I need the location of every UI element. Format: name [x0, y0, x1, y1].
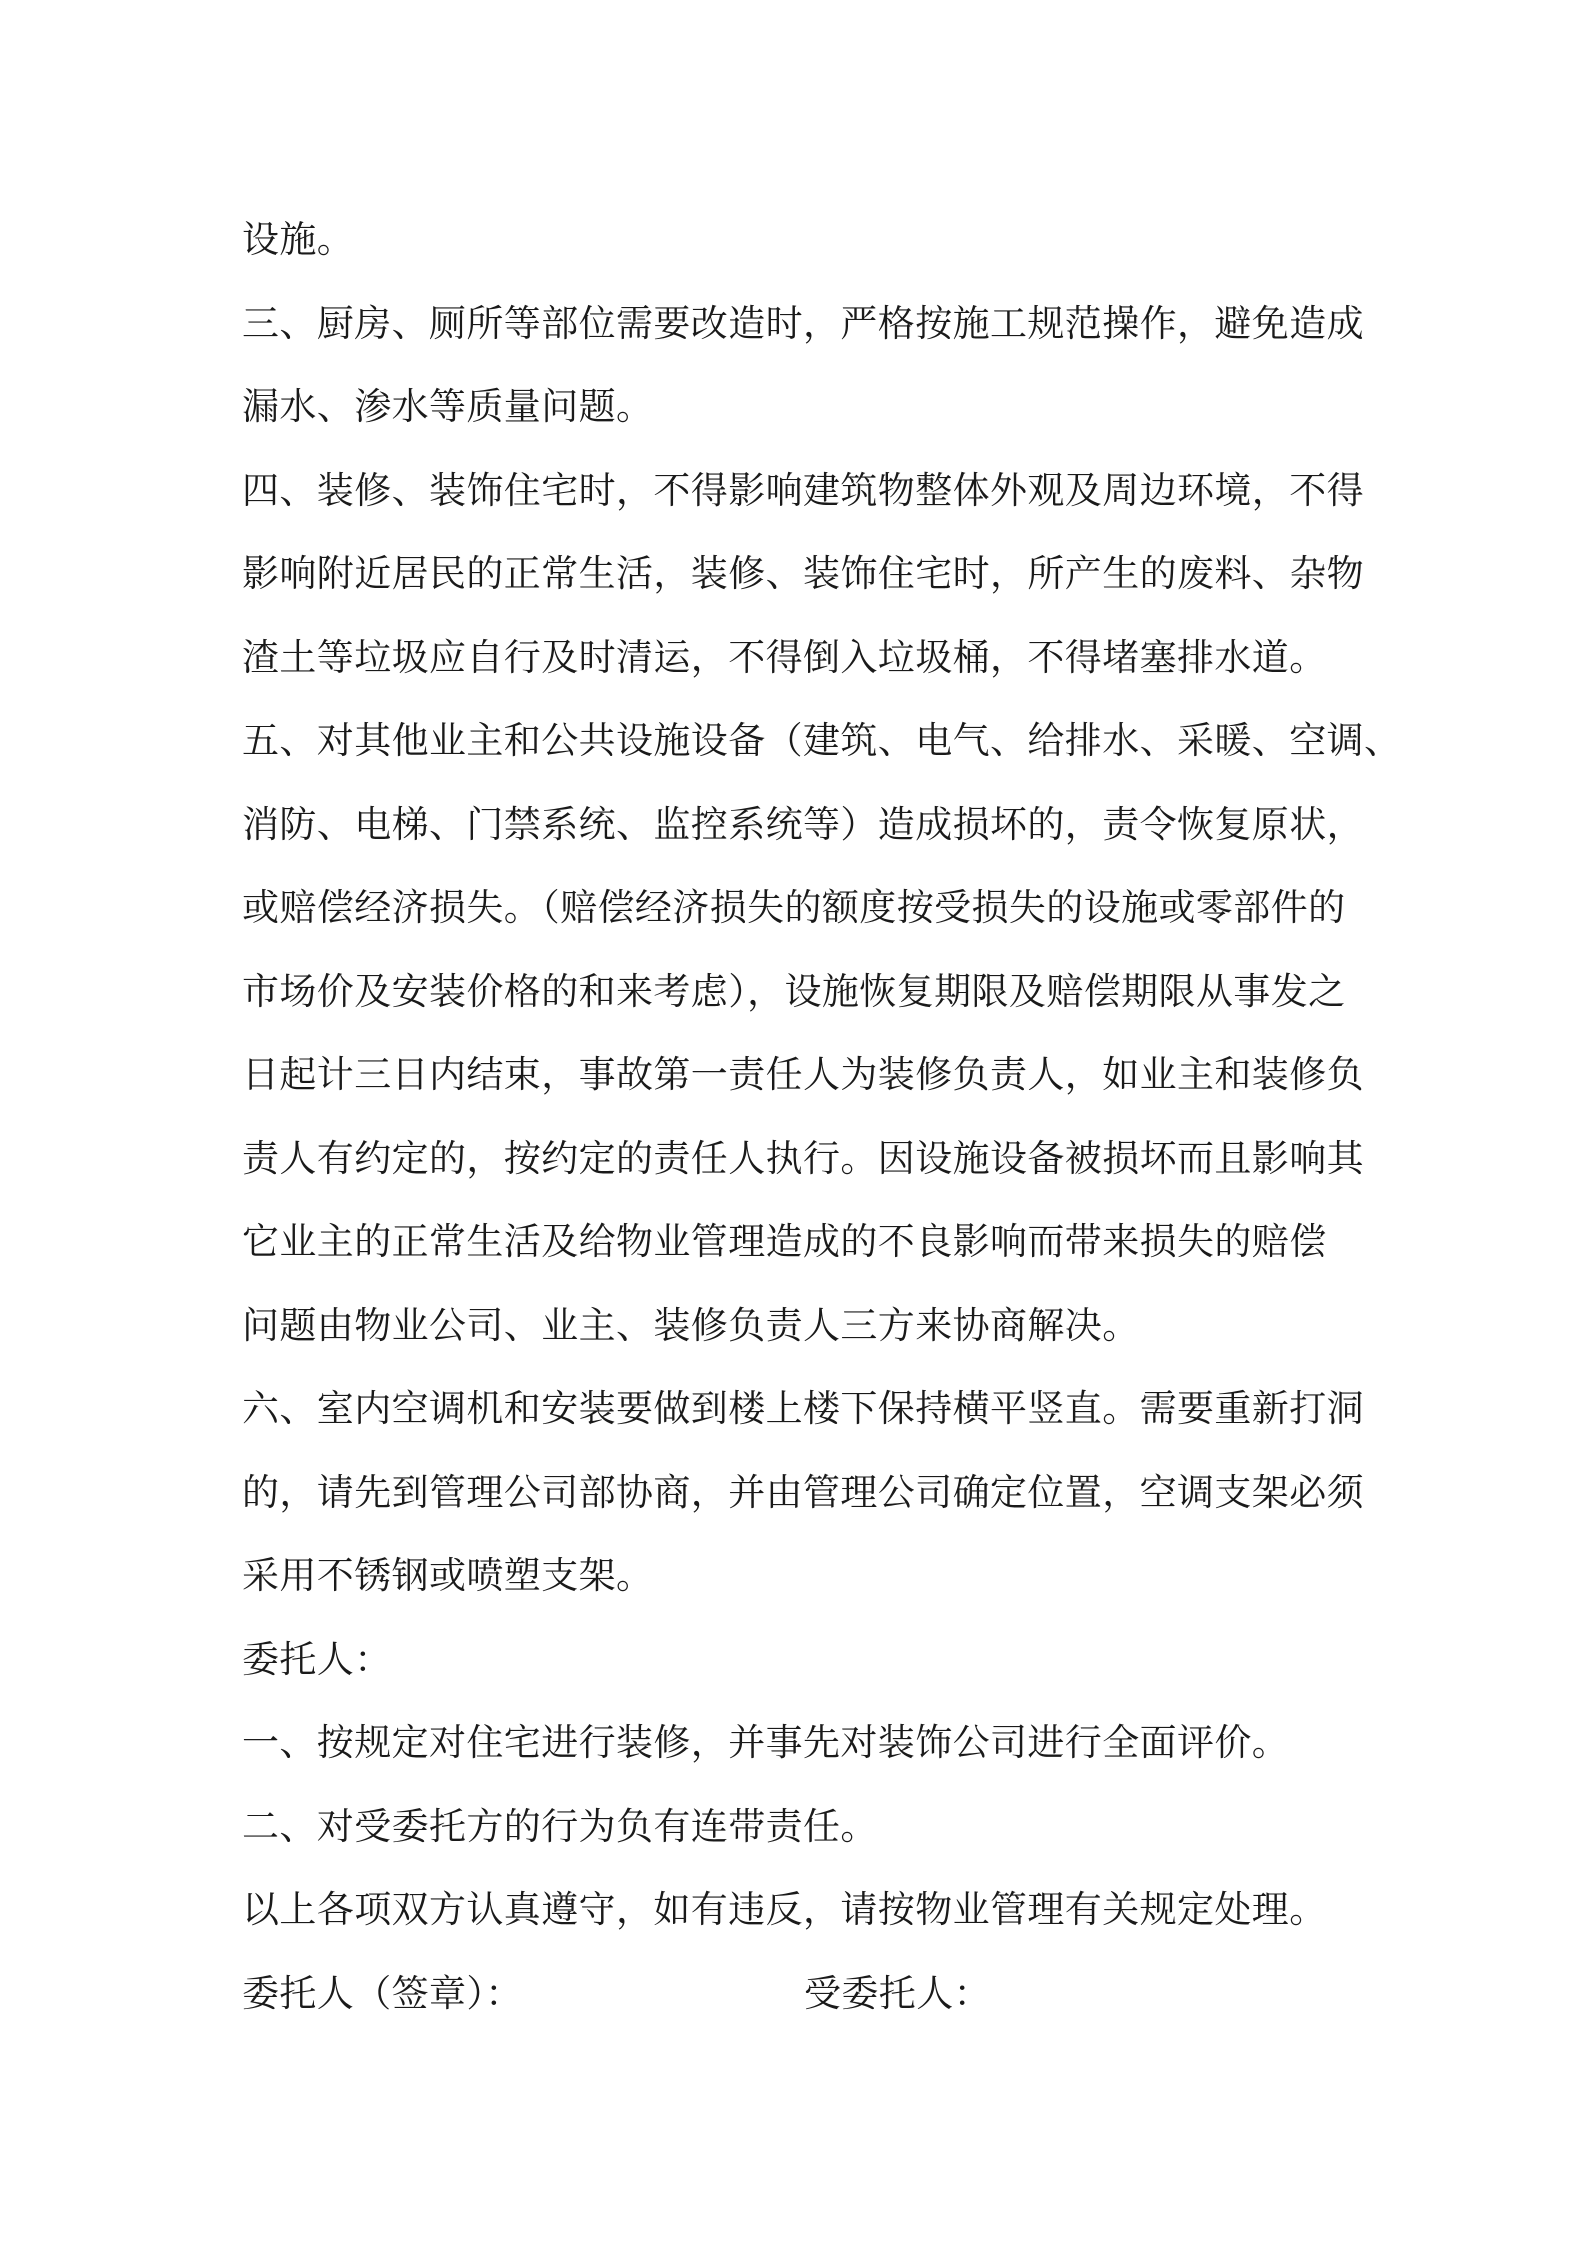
text-line-15: 六、室内空调机和安装要做到楼上楼下保持横平竖直。需要重新打洞: [242, 1387, 1364, 1430]
text-line-12: 责人有约定的，按约定的责任人执行。因设施设备被损坏而且影响其: [242, 1136, 1364, 1180]
text-line-3: 漏水、渗水等质量问题。: [242, 385, 654, 428]
text-line-4: 四、装修、装饰住宅时，不得影响建筑物整体外观及周边环境，不得: [242, 468, 1364, 512]
text-line-21: 以上各项双方认真遵守，如有违反，请按物业管理有关规定处理。: [242, 1888, 1327, 1931]
text-line-5: 影响附近居民的正常生活，装修、装饰住宅时，所产生的废料、杂物: [242, 552, 1364, 595]
document-body: [242, 198, 1402, 2035]
text-line-20: 二、对受委托方的行为负有连带责任。: [242, 1804, 878, 1848]
text-line-10: 市场价及安装价格的和来考虑），设施恢复期限及赔偿期限从事发之: [242, 969, 1346, 1013]
text-line-1: 设施。: [242, 218, 355, 261]
text-line-2: 三、厨房、厕所等部位需要改造时，严格按施工规范操作，避免造成: [242, 301, 1364, 345]
text-line-9: 或赔偿经济损失。（赔偿经济损失的额度按受损失的设施或零部件的: [242, 886, 1346, 929]
text-line-18: 委托人：: [242, 1637, 392, 1681]
signature-row: [242, 1952, 1357, 2036]
text-line-16: 的，请先到管理公司部协商，并由管理公司确定位置，空调支架必须: [242, 1470, 1364, 1514]
text-line-11: 日起计三日内结束，事故第一责任人为装修负责人，如业主和装修负: [242, 1053, 1364, 1096]
principal-signature-label: 委托人（签章）：: [242, 1971, 523, 2015]
agent-signature-label: 受委托人：: [804, 1971, 991, 2015]
text-line-8: 消防、电梯、门禁系统、监控系统等）造成损坏的，责令恢复原状，: [242, 802, 1364, 846]
text-line-13: 它业主的正常生活及给物业管理造成的不良影响而带来损失的赔偿: [242, 1220, 1327, 1263]
text-line-7: 五、对其他业主和公共设施设备（建筑、电气、给排水、采暖、空调、: [242, 719, 1402, 762]
text-line-6: 渣土等垃圾应自行及时清运，不得倒入垃圾桶，不得堵塞排水道。: [242, 635, 1327, 679]
text-line-19: 一、按规定对住宅进行装修，并事先对装饰公司进行全面评价。: [242, 1721, 1290, 1764]
text-line-17: 采用不锈钢或喷塑支架。: [242, 1554, 654, 1597]
text-line-14: 问题由物业公司、业主、装修负责人三方来协商解决。: [242, 1303, 1140, 1347]
